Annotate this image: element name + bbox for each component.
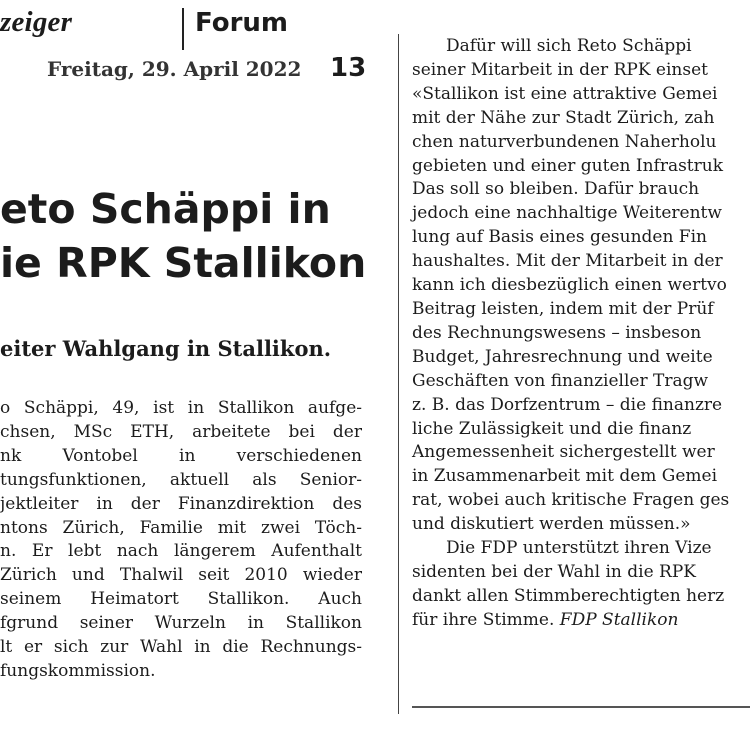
text-line: und diskutiert werden müssen.» <box>412 514 691 535</box>
text-line: mit der Nähe zur Stadt Zürich, zah <box>412 107 715 128</box>
text-line: des Rechnungswesens – insbeson <box>412 322 702 343</box>
section-label: Forum <box>195 8 288 38</box>
text-line: chsen, MSc ETH, arbeitete bei der <box>0 421 362 442</box>
text-line: Die FDP unterstützt ihren Vize <box>446 538 712 559</box>
text-line: Beitrag leisten, indem mit der Prüf <box>412 298 714 319</box>
text-line: dankt allen Stimmberechtigten herz <box>412 585 725 606</box>
text-line: z. B. das Dorfzentrum – die finanzre <box>412 394 723 415</box>
article-headline <box>0 182 366 290</box>
text-line: lung auf Basis eines gesunden Fin <box>412 227 707 248</box>
text-line: n. Er lebt nach längerem Aufenthalt <box>0 541 362 562</box>
column-separator <box>398 34 399 714</box>
text-line: Budget, Jahresrechnung und weite <box>412 346 713 367</box>
text-line: jedoch eine nachhaltige Weiterentw <box>412 203 722 224</box>
text-line: Angemessenheit sichergestellt wer <box>412 442 715 463</box>
text-line: «Stallikon ist eine attraktive Gemei <box>412 83 718 104</box>
text-line: in Zusammenarbeit mit dem Gemei <box>412 466 718 487</box>
article-subhead: eiter Wahlgang in Stallikon. <box>0 336 332 361</box>
left-column <box>0 397 362 684</box>
masthead-divider <box>182 8 184 50</box>
text-line <box>412 609 750 633</box>
author-signature: FDP Stallikon <box>559 609 679 630</box>
right-column <box>412 35 750 633</box>
text-line: tungsfunktionen, aktuell als Senior- <box>0 469 362 490</box>
text-line: Geschäften von finanzieller Tragw <box>412 370 709 391</box>
text-line: Dafür will sich Reto Schäppi <box>446 36 692 56</box>
text-line: seinem Heimatort Stallikon. Auch <box>0 589 362 610</box>
text-line: fungskommission. <box>0 660 156 681</box>
text-line: ntons Zürich, Familie mit zwei Töch- <box>0 517 362 538</box>
text-line: o Schäppi, 49, ist in Stallikon aufge- <box>0 398 362 418</box>
text-line: Das soll so bleiben. Dafür brauch <box>412 179 700 200</box>
text-line: nk Vontobel in verschiedenen <box>0 445 362 466</box>
text-line: lt er sich zur Wahl in die Rechnungs- <box>0 637 362 658</box>
text-line: seiner Mitarbeit in der RPK einset <box>412 59 708 80</box>
text-line: haushaltes. Mit der Mitarbeit in der <box>412 251 723 272</box>
page-number: 13 <box>330 53 367 83</box>
masthead-logo: zeiger <box>0 6 73 38</box>
text-line: jektleiter in der Finanzdirektion des <box>0 493 362 514</box>
text-line-content: für ihre Stimme. <box>412 609 560 630</box>
text-line: sidenten bei der Wahl in die RPK <box>412 561 696 582</box>
text-line: gebieten und einer guten Infrastruk <box>412 155 724 176</box>
text-line: rat, wobei auch kritische Fragen ges <box>412 490 730 511</box>
headline-line: ie RPK Stallikon <box>0 239 367 287</box>
issue-date: Freitag, 29. April 2022 <box>47 57 302 81</box>
text-line: kann ich diesbezüglich einen wertvo <box>412 275 727 296</box>
text-line: liche Zulässigkeit und die finanz <box>412 418 692 439</box>
text-line: chen naturverbundenen Naherholu <box>412 131 717 152</box>
text-line: Zürich und Thalwil seit 2010 wieder <box>0 565 362 586</box>
headline-line: eto Schäppi in <box>0 185 331 233</box>
text-line: fgrund seiner Wurzeln in Stallikon <box>0 613 362 634</box>
bottom-rule <box>412 706 750 708</box>
